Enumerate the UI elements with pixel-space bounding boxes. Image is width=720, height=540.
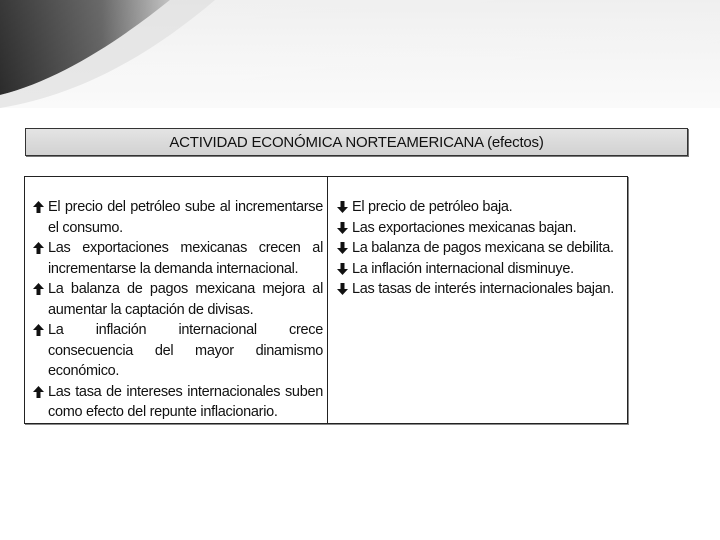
list-item-text: Las tasas de interés internacionales bajan. [352, 281, 614, 297]
arrow-up-icon [29, 279, 48, 295]
list-item [29, 197, 323, 238]
decorative-banner [0, 0, 720, 108]
list-item-text: Las exportaciones mexicanas crecen al incrementarse la demanda internacional. [48, 240, 323, 277]
list-item [333, 218, 621, 239]
arrow-up-icon [29, 382, 48, 398]
list-item [29, 279, 323, 320]
arrow-up-icon [29, 238, 48, 254]
arrow-down-icon [333, 279, 352, 295]
section-title: ACTIVIDAD ECONÓMICA NORTEAMERICANA (efectos) [25, 128, 688, 156]
list-item [29, 382, 323, 423]
arrow-down-icon [333, 197, 352, 213]
list-item [29, 320, 323, 382]
list-item-text: La balanza de pagos mexicana se debilita. [352, 240, 614, 256]
list-item [333, 259, 621, 280]
list-item [29, 238, 323, 279]
list-item [333, 238, 621, 259]
list-item [333, 279, 621, 300]
arrow-up-icon [29, 197, 48, 213]
arrow-down-icon [333, 259, 352, 275]
swoosh-graphic [0, 0, 720, 108]
list-item-text: El precio de petróleo baja. [352, 199, 513, 215]
arrow-up-icon [29, 320, 48, 336]
list-item-text: La balanza de pagos mexicana mejora al aumentar la captación de divisas. [48, 281, 323, 318]
arrow-down-icon [333, 218, 352, 234]
effects-table [24, 176, 628, 424]
list-item [333, 197, 621, 218]
left-column [25, 177, 328, 423]
list-item-text: La inflación internacional crece consecuencia del mayor dinamismo económico. [48, 322, 323, 379]
arrow-down-icon [333, 238, 352, 254]
list-item-text: Las tasa de intereses internacionales suben como efecto del repunte inflacionario. [48, 383, 323, 420]
right-column [328, 177, 627, 423]
list-item-text: Las exportaciones mexicanas bajan. [352, 219, 577, 236]
list-item-text: La inflación internacional disminuye. [352, 260, 574, 277]
list-item-text: El precio del petróleo sube al incrementarse el consumo. [48, 199, 323, 236]
